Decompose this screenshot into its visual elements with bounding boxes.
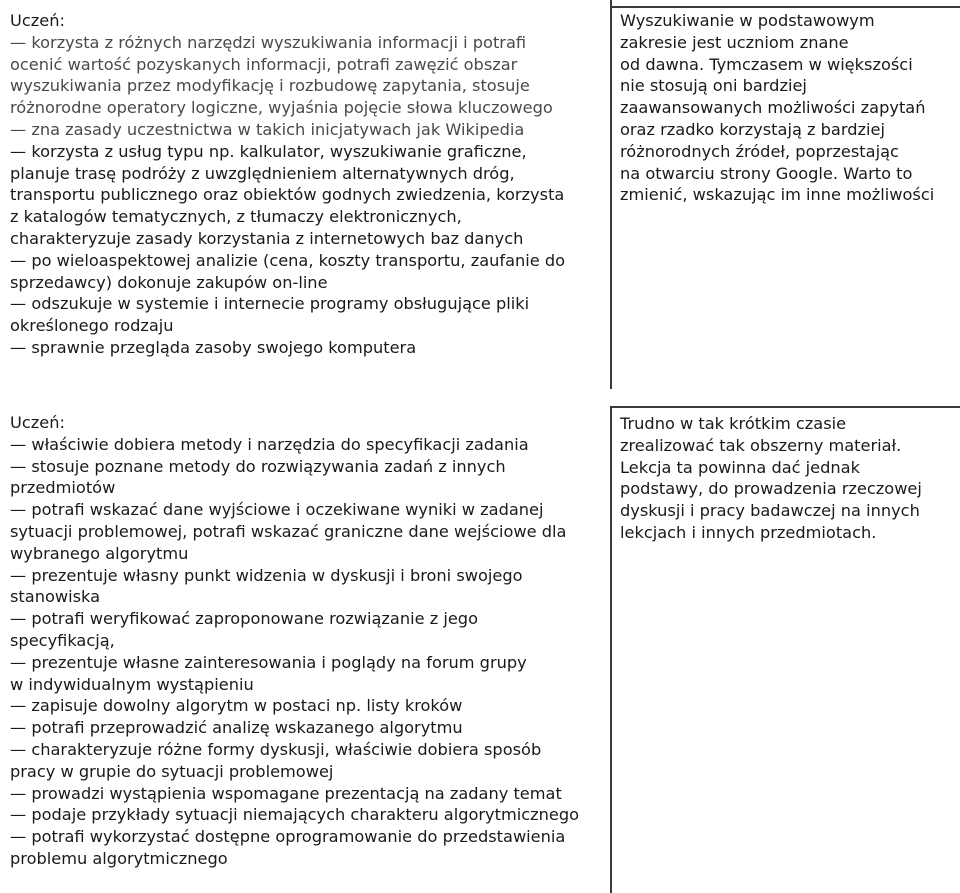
row1-comment-line: różnorodnych źródeł, poprzestając (620, 141, 899, 161)
row2-objective-line: — charakteryzuje różne formy dyskusji, właściwie dobiera sposób (10, 739, 542, 759)
row2-objective-line: — prowadzi wystąpienia wspomagane prezentacją na zadany temat (10, 783, 562, 803)
row2-heading: Uczeń: (10, 413, 65, 432)
row2-comment-line: Lekcja ta powinna dać jednak (620, 457, 860, 477)
row1-objective-line: z katalogów tematycznych, z tłumaczy elektronicznych, (10, 207, 462, 227)
row1-objective-line: — zna zasady uczestnictwa w takich inicjatywach jak Wikipedia (10, 119, 525, 139)
row1-comment-line: zaawansowanych możliwości zapytań (620, 98, 926, 118)
row1-objective-line: określonego rodzaju (10, 316, 174, 336)
row2-objective-line: przedmiotów (10, 478, 116, 498)
row2-objective-line: wybranego algorytmu (10, 543, 189, 563)
row2-objective-line: — stosuje poznane metody do rozwiązywania zadań z innych (10, 456, 506, 476)
row-border-top-right (610, 6, 960, 8)
row1-objective-line: transportu publicznego oraz obiektów godnych zwiedzenia, korzysta (10, 185, 565, 205)
row2-objective-line: — potrafi weryfikować zaproponowane rozwiązanie z jego (10, 609, 478, 629)
row2-objective-line: — właściwie dobiera metody i narzędzia do specyfikacji zadania (10, 434, 529, 454)
row2-comment-line: lekcjach i innych przedmiotach. (620, 522, 877, 542)
row1-objective-line: planuje trasę podróży z uwzględnieniem alternatywnych dróg, (10, 163, 515, 183)
column-divider-top (610, 0, 612, 389)
row1-heading: Uczeń: (10, 11, 65, 30)
row2-objective-line: — zapisuje dowolny algorytm w postaci np. listy kroków (10, 696, 463, 716)
row1-comment-line: od dawna. Tymczasem w większości (620, 54, 913, 74)
row2-comment-line: podstawy, do prowadzenia rzeczowej (620, 479, 922, 499)
row1-objective-line: — korzysta z różnych narzędzi wyszukiwania informacji i potrafi (10, 32, 527, 52)
row-border-middle-right (610, 406, 960, 408)
row1-objective-line: — korzysta z usług typu np. kalkulator, wyszukiwanie graficzne, (10, 141, 527, 161)
row2-objective-line: problemu algorytmicznego (10, 848, 228, 868)
row2-objective-line: — prezentuje własne zainteresowania i poglądy na forum grupy (10, 652, 527, 672)
row1-objective-line: różnorodne operatory logiczne, wyjaśnia pojęcie słowa kluczowego (10, 98, 553, 118)
row1-objective-line: — sprawnie przegląda zasoby swojego komputera (10, 337, 417, 357)
row1-objective-line: wyszukiwania przez modyfikację i rozbudowę zapytania, stosuje (10, 76, 530, 96)
row1-comment-line: oraz rzadko korzystają z bardziej (620, 119, 885, 139)
row1-comment-line: nie stosują oni bardziej (620, 76, 807, 96)
row1-objective-line: ocenić wartość pozyskanych informacji, potrafi zawęzić obszar (10, 54, 518, 74)
row2-objective-line: — potrafi przeprowadzić analizę wskazanego algorytmu (10, 718, 463, 738)
row2-objective-line: pracy w grupie do sytuacji problemowej (10, 761, 334, 781)
row1-objective-line: sprzedawcy) dokonuje zakupów on-line (10, 272, 328, 292)
row2-objective-line: — prezentuje własny punkt widzenia w dyskusji i broni swojego (10, 565, 523, 585)
row2-objective-line: sytuacji problemowej, potrafi wskazać graniczne dane wejściowe dla (10, 521, 567, 541)
row2-objective-line: specyfikacją, (10, 630, 115, 650)
row2-objective-line: — potrafi wykorzystać dostępne oprogramowanie do przedstawienia (10, 827, 566, 847)
row2-comment-cell (620, 413, 958, 544)
row1-comment-cell (620, 10, 958, 206)
row1-objective-line: — po wieloaspektowej analizie (cena, koszty transportu, zaufanie do (10, 250, 566, 270)
row1-objectives-cell (10, 10, 605, 359)
row2-comment-line: dyskusji i pracy badawczej na innych (620, 501, 920, 521)
row2-objective-line: stanowiska (10, 587, 101, 607)
column-divider-bottom (610, 407, 612, 893)
row2-comment-line: zrealizować tak obszerny materiał. (620, 435, 902, 455)
row1-comment-line: zmienić, wskazując im inne możliwości (620, 185, 935, 205)
row2-objective-line: — potrafi wskazać dane wyjściowe i oczekiwane wyniki w zadanej (10, 500, 544, 520)
row1-objective-line: charakteryzuje zasady korzystania z internetowych baz danych (10, 228, 524, 248)
row2-objectives-cell (10, 412, 608, 870)
row1-comment-line: zakresie jest uczniom znane (620, 32, 849, 52)
row1-objective-line: — odszukuje w systemie i internecie programy obsługujące pliki (10, 294, 530, 314)
row2-comment-line: Trudno w tak krótkim czasie (620, 414, 847, 433)
row2-objective-line: — podaje przykłady sytuacji niemających charakteru algorytmicznego (10, 805, 580, 825)
row1-comment-line: na otwarciu strony Google. Warto to (620, 163, 913, 183)
row2-objective-line: w indywidualnym wystąpieniu (10, 674, 254, 694)
row1-comment-line: Wyszukiwanie w podstawowym (620, 11, 875, 30)
